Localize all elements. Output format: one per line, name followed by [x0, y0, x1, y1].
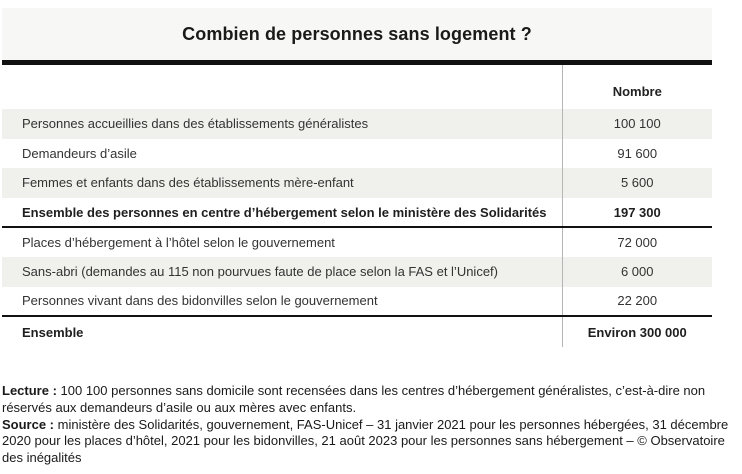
lecture-note	[2, 383, 740, 417]
label-column-header	[2, 65, 562, 109]
table-row	[2, 139, 712, 169]
row-value: 5 600	[562, 168, 712, 198]
source-note	[2, 417, 740, 467]
table-title: Combien de personnes sans logement ?	[182, 23, 532, 44]
table-header-row	[2, 65, 712, 109]
number-column-header: Nombre	[562, 65, 712, 109]
total-value: Environ 300 000	[562, 316, 712, 347]
row-value: 72 000	[562, 227, 712, 257]
title-bar	[2, 8, 712, 60]
subtotal-value: 197 300	[562, 198, 712, 228]
row-value: 6 000	[562, 257, 712, 287]
row-value: 91 600	[562, 139, 712, 169]
table-row	[2, 257, 712, 287]
lecture-label: Lecture :	[2, 383, 57, 398]
row-value: 100 100	[562, 109, 712, 139]
row-label: Personnes vivant dans des bidonvilles selon le gouvernement	[2, 287, 562, 317]
row-label: Femmes et enfants dans des établissements mère-enfant	[2, 168, 562, 198]
row-label: Demandeurs d’asile	[22, 145, 137, 161]
table-row	[2, 168, 712, 198]
table-card	[2, 8, 712, 347]
subtotal-label: Ensemble des personnes en centre d’hébergement selon le ministère des Solidarités	[2, 198, 562, 228]
row-label: Sans-abri (demandes au 115 non pourvues faute de place selon la FAS et l’Unicef)	[2, 257, 562, 287]
lecture-text: 100 100 personnes sans domicile sont recensées dans les centres d’hébergement généralistes, c’est-à-dire non réservés aux demandeurs d’asile ou aux mères avec enfants.	[2, 383, 706, 415]
row-value: 22 200	[562, 287, 712, 317]
total-row	[2, 316, 712, 347]
subtotal-row	[2, 198, 712, 228]
table-row	[2, 287, 712, 317]
table-row	[2, 227, 712, 257]
source-label: Source :	[2, 416, 55, 432]
source-text: ministère des Solidarités, gouvernement, FAS-Unicef – 31 janvier 2021 pour les personnes hébergées, 31 décembre 2020 pour les places d’hôtel, 2021 pour les bidonvilles, 21 août 2023 pour les personnes sans hébergement – © Observatoire des inégalités	[2, 416, 729, 466]
homeless-table	[2, 65, 712, 347]
total-label: Ensemble	[22, 324, 84, 340]
table-notes	[2, 383, 740, 467]
table-row	[2, 109, 712, 139]
row-label: Places d’hébergement à l’hôtel selon le gouvernement	[22, 235, 335, 251]
row-label: Personnes accueillies dans des établissements généralistes	[2, 109, 562, 139]
